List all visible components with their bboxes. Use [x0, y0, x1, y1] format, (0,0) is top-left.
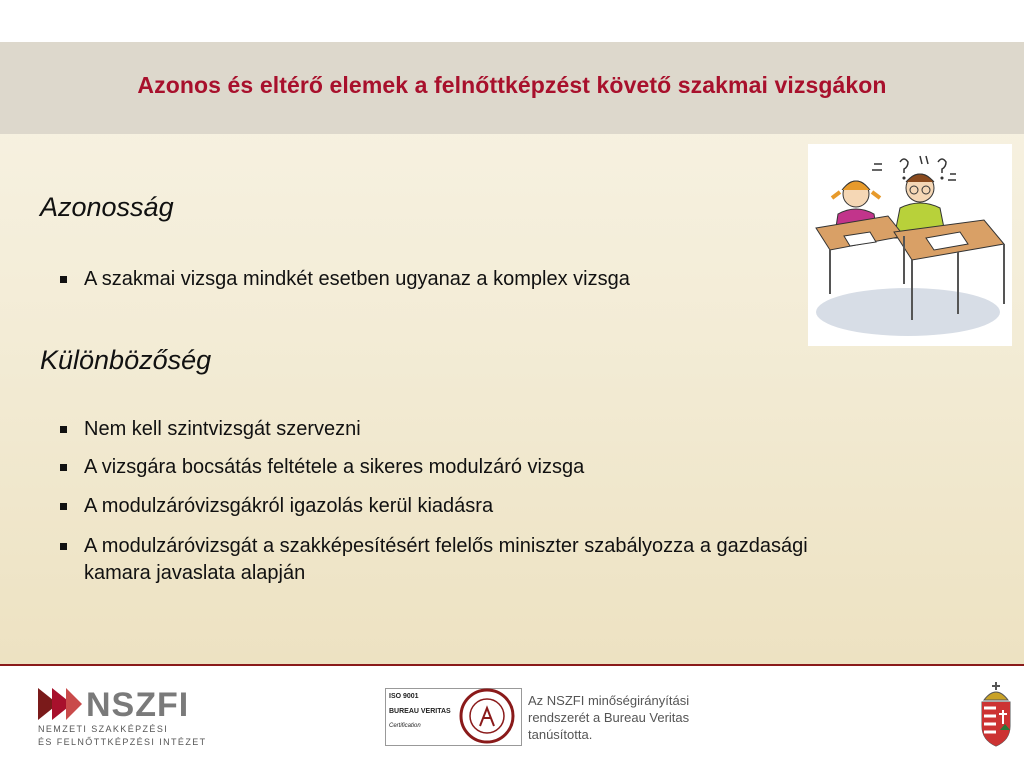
bullet-marker	[60, 426, 67, 433]
bullet-item	[60, 266, 840, 293]
bullet-marker	[60, 503, 67, 510]
bullet-text: A vizsgára bocsátás feltétele a sikeres modulzáró vizsga	[84, 456, 585, 478]
nszfi-logo-icon	[38, 688, 82, 720]
bullet-marker	[60, 543, 67, 550]
bullet-marker	[60, 276, 67, 283]
students-exam-illustration	[808, 144, 1012, 346]
bullet-text: A modulzáróvizsgát a szakképesítésért felelős miniszter szabályozza a gazdasági kamara javaslata alapján	[84, 535, 808, 584]
bv-iso-label: ISO 9001	[389, 693, 419, 700]
bullet-item	[60, 533, 840, 587]
bullet-item	[60, 416, 840, 443]
slide-title: Azonos és eltérő elemek a felnőttképzést követő szakmai vizsgákon	[137, 72, 887, 98]
nszfi-subtitle-line2: ÉS FELNŐTTKÉPZÉSI INTÉZET	[38, 737, 207, 747]
bullet-text: A szakmai vizsga mindkét esetben ugyanaz a komplex vizsga	[84, 268, 630, 290]
nszfi-wordmark: NSZFI	[86, 686, 190, 724]
heading-azonossag: Azonosság	[40, 192, 174, 222]
bullet-item	[60, 454, 840, 481]
hungarian-coat-of-arms-icon	[976, 680, 1016, 750]
bv-cert-label: Certification	[389, 723, 421, 729]
bureau-veritas-seal-icon	[458, 688, 516, 744]
bullet-text: Nem kell szintvizsgát szervezni	[84, 418, 361, 440]
bullet-marker	[60, 464, 67, 471]
heading-kulonbozoseg: Különbözőség	[40, 345, 212, 375]
bullet-text: A modulzáróvizsgákról igazolás kerül kiadásra	[84, 495, 494, 517]
top-strip	[0, 0, 1024, 42]
bv-name-label: BUREAU VERITAS	[389, 708, 451, 715]
nszfi-subtitle-line1: NEMZETI SZAKKÉPZÉSI	[38, 724, 169, 734]
bullet-item	[60, 493, 840, 520]
certification-text: Az NSZFI minőségirányítási rendszerét a Bureau Veritas tanúsította.	[528, 693, 690, 742]
